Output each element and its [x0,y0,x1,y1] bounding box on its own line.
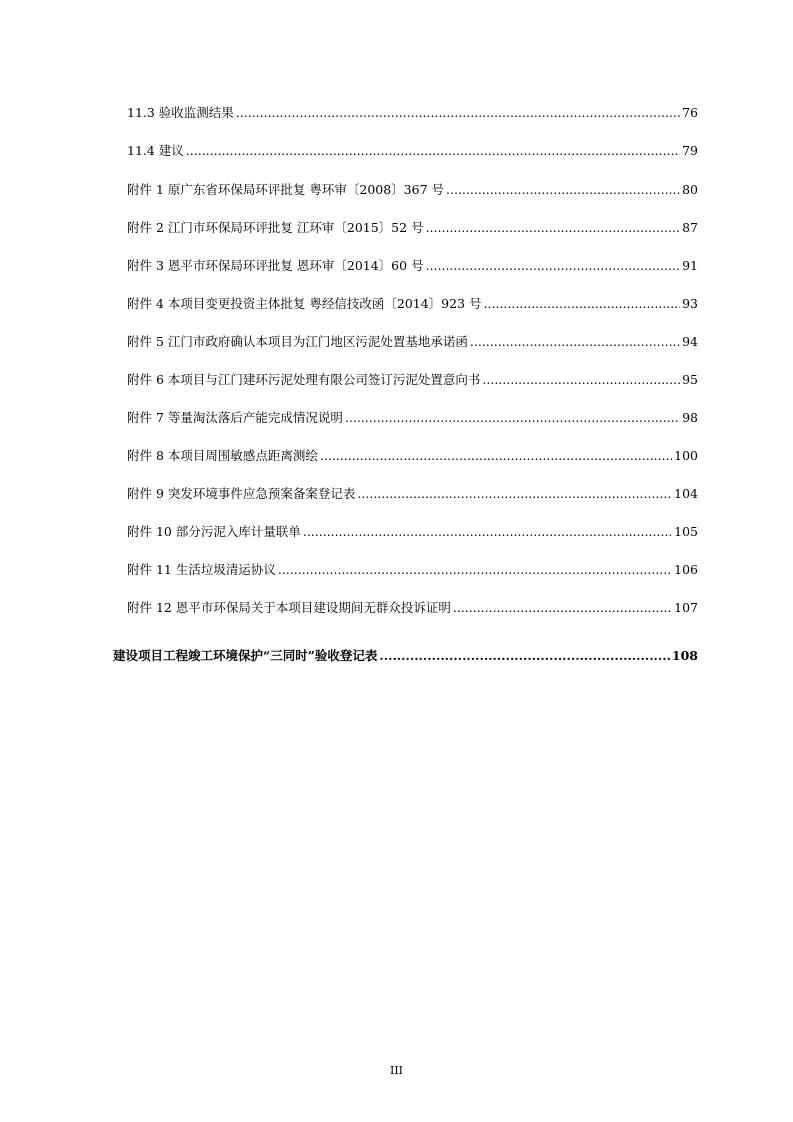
toc-leader-dots [357,485,672,503]
toc-leader-dots [186,142,680,160]
toc-entry[interactable] [127,333,698,351]
toc-entry[interactable] [127,523,698,541]
toc-entry-label: 附件 2 江门市环保局环评批复 江环审〔2015〕52 号 [127,220,424,235]
page-number: III [389,1064,404,1077]
toc-entry[interactable] [127,142,698,160]
toc-entry-label: 附件 9 突发环境事件应急预案备案登记表 [127,486,356,501]
toc-entry[interactable] [127,599,698,617]
toc-entry-page: 107 [674,600,698,615]
toc-leader-dots [236,104,680,122]
toc-leader-dots [426,257,681,275]
toc-entry-label: 建设项目工程竣工环境保护“三同时”验收登记表 [113,648,378,663]
toc-entry-label: 附件 5 江门市政府确认本项目为江门地区污泥处置基地承诺函 [127,334,468,349]
toc-entry-page: 104 [674,486,698,501]
toc-entry[interactable] [127,447,698,465]
toc-entry-label: 附件 11 生活垃圾清运协议 [127,562,276,577]
toc-entry-page: 94 [682,334,698,349]
toc-entry-label: 11.4 建议 [127,143,184,158]
toc-entry-page: 93 [682,296,698,311]
toc-leader-dots [446,181,680,199]
toc-leader-dots [345,409,680,427]
toc-leader-dots [470,333,680,351]
toc-entry-page: 100 [674,448,698,463]
toc-entry-page: 95 [682,372,698,387]
toc-entry-label: 11.3 验收监测结果 [127,105,234,120]
toc-entry-page: 80 [682,182,698,197]
toc-entry-label: 附件 7 等量淘汰落后产能完成情况说明 [127,410,343,425]
toc-leader-dots [426,219,681,237]
toc-leader-dots [320,447,672,465]
toc-entry[interactable] [127,485,698,503]
toc-entry-label: 附件 4 本项目变更投资主体批复 粤经信技改函〔2014〕923 号 [127,296,482,311]
toc-leader-dots [453,599,672,617]
toc-entry-page: 108 [671,648,698,663]
toc-entry[interactable] [127,104,698,122]
toc-entry[interactable] [127,257,698,275]
toc-leader-dots [482,371,680,389]
toc-entry-label: 附件 6 本项目与江门建环污泥处理有限公司签订污泥处置意向书 [127,372,481,387]
toc-entry-label: 附件 10 部分污泥入库计量联单 [127,524,301,539]
toc-entry[interactable] [127,409,698,427]
toc-leader-dots [379,647,670,665]
toc-entry-page: 79 [682,143,698,158]
toc-leader-dots [484,295,681,313]
toc-entry[interactable] [127,561,698,579]
toc-entry-label: 附件 8 本项目周围敏感点距离测绘 [127,448,318,463]
toc-entry[interactable] [127,295,698,313]
toc-leader-dots [278,561,672,579]
toc-entry-page: 105 [674,524,698,539]
toc-entry-label: 附件 3 恩平市环保局环评批复 恩环审〔2014〕60 号 [127,258,424,273]
toc-entry-label: 附件 12 恩平市环保局关于本项目建设期间无群众投诉证明 [127,600,451,615]
toc-entry-page: 98 [682,410,698,425]
toc-entry-page: 87 [682,220,698,235]
toc-entry-page: 91 [682,258,698,273]
toc-entry[interactable] [127,371,698,389]
toc-final-entry[interactable] [113,647,698,665]
toc-entry[interactable] [127,181,698,199]
toc-leader-dots [303,523,672,541]
toc-entry-page: 76 [682,105,698,120]
toc-entry-page: 106 [674,562,698,577]
toc-entry-label: 附件 1 原广东省环保局环评批复 粤环审〔2008〕367 号 [127,182,445,197]
toc-entry[interactable] [127,219,698,237]
